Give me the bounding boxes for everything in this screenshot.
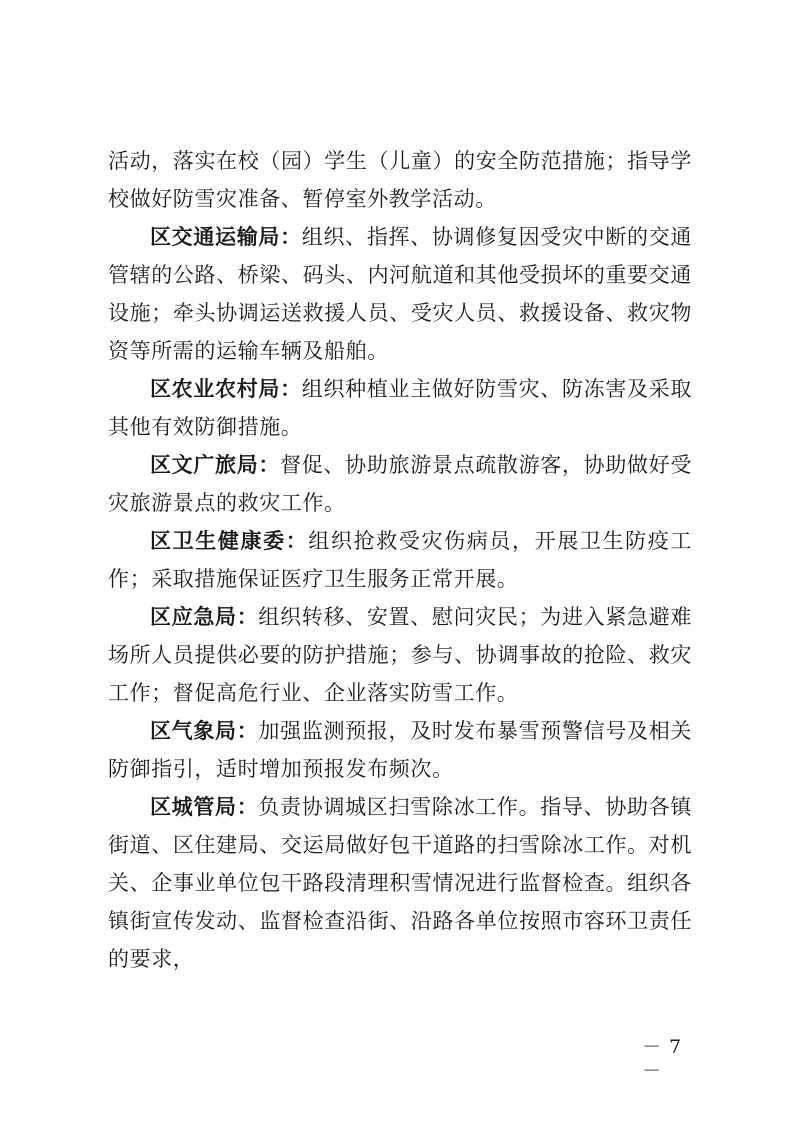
paragraph-text: 活动，落实在校（园）学生（儿童）的安全防范措施；指导学校做好防雪灾准备、暂停室外教学活动。 <box>108 149 692 211</box>
paragraph-text: 组织种植业主做好防雪灾、防冻害及采取其他有效防御措施。 <box>108 377 692 439</box>
paragraph-transport-bureau <box>108 218 692 370</box>
paragraph-health-commission <box>108 522 692 598</box>
paragraph-text: 组织抢救受灾伤病员，开展卫生防疫工作；采取措施保证医疗卫生服务正常开展。 <box>108 529 693 591</box>
paragraph-text: 组织、指挥、协调修复因受灾中断的交通管辖的公路、桥梁、码头、内河航道和其他受损坏的重要交通设施；牵头协调运送救援人员、受灾人员、救援设备、救灾物资等所需的运输车辆及船舶。 <box>108 225 692 363</box>
page-number: － 7 － <box>642 1036 683 1082</box>
paragraph-text: 加强监测预报，及时发布暴雪预警信号及相关防御指引，适时增加预报发布频次。 <box>108 719 693 781</box>
paragraph-urban-management-bureau <box>108 788 692 978</box>
paragraph-meteorological-bureau <box>108 712 692 788</box>
paragraph-emergency-bureau <box>108 598 692 712</box>
document-body <box>108 142 692 978</box>
paragraph-culture-tourism-bureau <box>108 446 692 522</box>
paragraph-lead: 区应急局： <box>150 605 259 629</box>
paragraph-lead: 区农业农村局： <box>150 377 302 401</box>
paragraph-text: 负责协调城区扫雪除冰工作。指导、协助各镇街道、区住建局、交运局做好包干道路的扫雪除冰工作。对机关、企事业单位包干路段清理积雪情况进行监督检查。组织各镇街宣传发动、监督检查沿街、沿路各单位按照市容环卫责任的要求， <box>108 795 693 971</box>
paragraph-lead: 区交通运输局： <box>150 225 302 249</box>
paragraph-lead: 区卫生健康委： <box>150 529 309 553</box>
paragraph-text: 组织转移、安置、慰问灾民；为进入紧急避难场所人员提供必要的防护措施；参与、协调事故的抢险、救灾工作；督促高危行业、企业落实防雪工作。 <box>108 605 693 705</box>
paragraph-lead: 区气象局： <box>150 719 259 743</box>
paragraph-lead: 区城管局： <box>150 795 259 819</box>
paragraph-agriculture-bureau <box>108 370 692 446</box>
paragraph-continuation <box>108 142 692 218</box>
paragraph-lead: 区文广旅局： <box>150 453 281 477</box>
paragraph-text: 督促、协助旅游景点疏散游客，协助做好受灾旅游景点的救灾工作。 <box>108 453 692 515</box>
